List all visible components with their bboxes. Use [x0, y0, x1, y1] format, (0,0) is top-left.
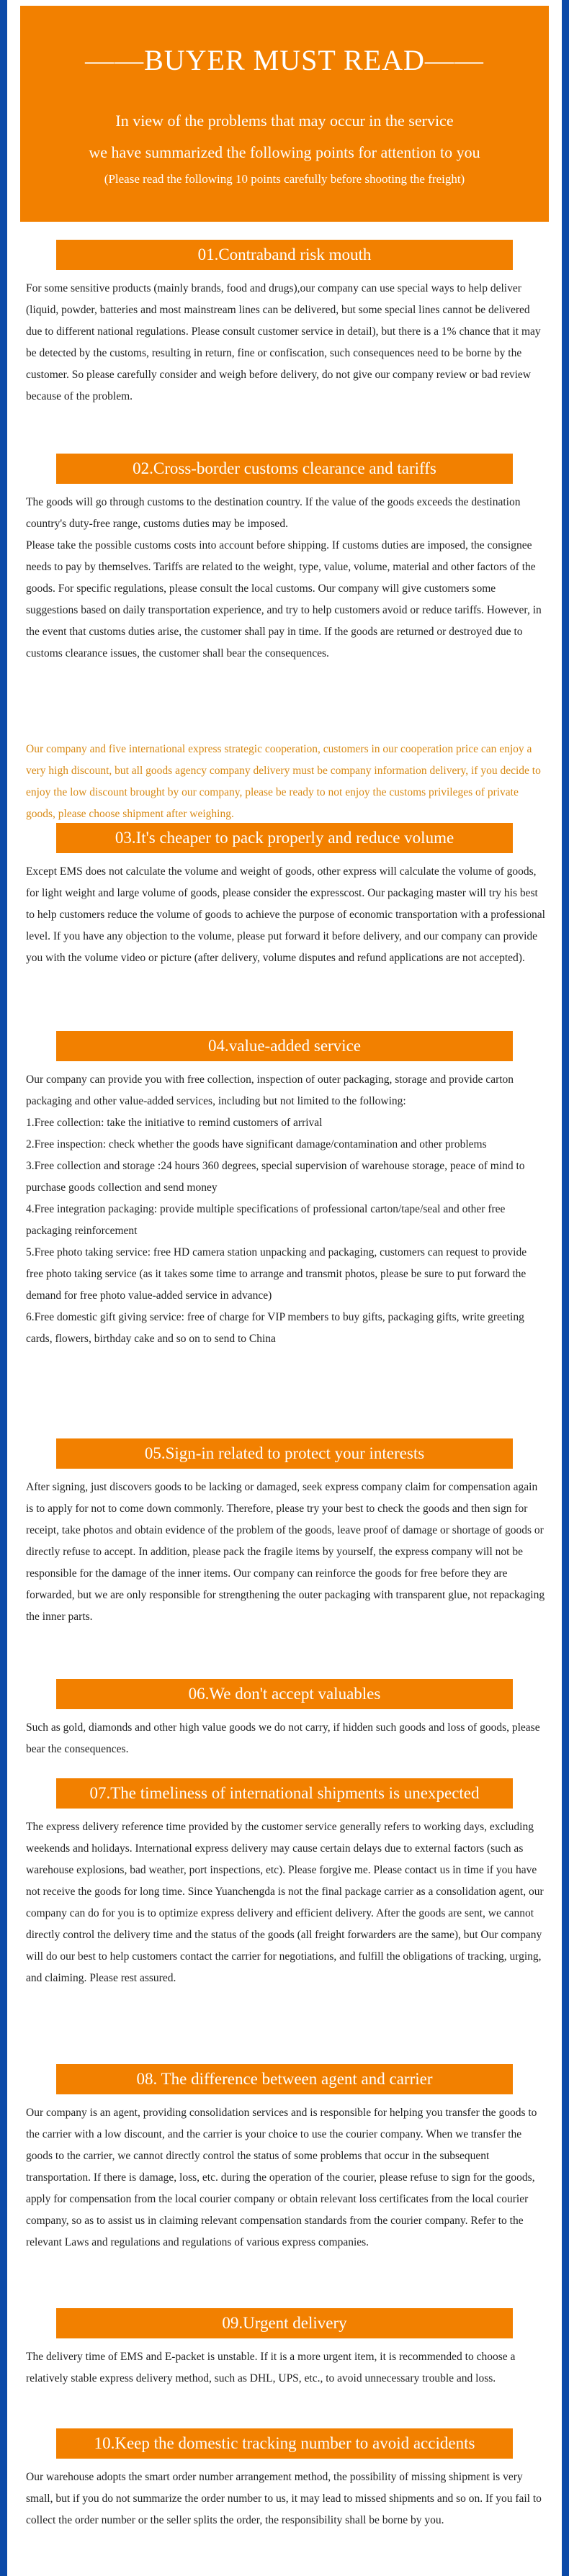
section-heading-timeliness: 07.The timeliness of international shipments is unexpected	[56, 1778, 513, 1809]
buyer-notice-banner	[20, 6, 549, 222]
paragraph: The goods will go through customs to the destination country. If the value of the goods exceeds the destination country's duty-free range, customs duties may be imposed.	[26, 496, 521, 530]
section-heading-packing: 03.It's cheaper to pack properly and reduce volume	[56, 823, 513, 853]
paragraph: Our company can provide you with free collection, inspection of outer packaging, storage and provide carton packaging and other value-added services, including but not limited to the following:	[26, 1073, 514, 1107]
section-heading-urgent-delivery: 09.Urgent delivery	[56, 2308, 513, 2338]
paragraph: Please take the possible customs costs into account before shipping. If customs duties are imposed, the consignee needs to pay by themselves. Tariffs are related to the weight, type, value, volume, material and other factors of the goods. For specific regulations, please consult the local customs. Our company will give customers some suggestions based on daily transportation experience, and try to help customers avoid or reduce tariffs. However, in the event that customs duties arise, the customer shall pay in time. If the goods are returned or destroyed due to customs clearance issues, the customer shall bear the consequences.	[26, 539, 542, 659]
section-body-sign-in	[26, 1477, 546, 1628]
list-item: 2.Free inspection: check whether the goods have significant damage/contamination and other problems	[26, 1138, 487, 1150]
cooperation-discount-notice: Our company and five international express strategic cooperation, customers in our cooperation price can enjoy a very high discount, but all goods agency company delivery must be company information delivery, if you decide to enjoy the low discount brought by our company, please be ready to not enjoy the customs privileges of private goods, please choose shipment after weighing.	[26, 743, 541, 820]
list-item: 1.Free collection: take the initiative to remind customers of arrival	[26, 1117, 323, 1129]
list-item: 3.Free collection and storage :24 hours 360 degrees, special supervision of warehouse storage, peace of mind to purchase goods collection and send money	[26, 1160, 525, 1194]
section-body-contraband	[26, 278, 546, 407]
paragraph: For some sensitive products (mainly brands, food and drugs),our company can use special ways to help deliver (liquid, powder, batteries and most mainstream lines can be delivered, but some special lines cannot be delivered due to different national regulations. Please consult customer service in detail), but there is a 1% chance that it may be detected by the customs, resulting in return, fine or confiscation, such consequences need to be borne by the customer. So please carefully consider and weigh before delivery, do not give our company review or bad review because of the problem.	[26, 282, 541, 402]
section-body-packing	[26, 861, 546, 969]
paragraph: Except EMS does not calculate the volume and weight of goods, other express will calculate the volume of goods, for light weight and large volume of goods, please consider the expresscost. Our packaging master will try his best to help customers reduce the volume of goods to achieve the purpose of economic transportation with a professional level. If you have any objection to the volume, please put forward it before delivery, and our company can provide you with the volume video or picture (after delivery, volume disputes and refund applications are not accepted).	[26, 865, 545, 964]
paragraph: Our company is an agent, providing consolidation services and is responsible for helping you transfer the goods to the carrier with a low discount, and the carrier is your choice to use the courier company. When we transfer the goods to the carrier, we cannot directly control the status of some problems that occur in the subsequent transportation. If there is damage, loss, etc. during the operation of the courier, please refuse to sign for the goods, apply for compensation from the local courier company or obtain relevant loss certificates from the local courier company, so as to assist us in claiming relevant compensation standards from the courier company. Refer to the relevant Laws and regulations and regulations of various express companies.	[26, 2107, 537, 2248]
banner-intro-line-1: In view of the problems that may occur in the service	[115, 112, 454, 130]
paragraph: Such as gold, diamonds and other high value goods we do not carry, if hidden such goods and loss of goods, please bear the consequences.	[26, 1721, 540, 1755]
section-heading-sign-in: 05.Sign-in related to protect your interests	[56, 1438, 513, 1469]
section-body-value-added	[26, 1069, 546, 1350]
list-item: 4.Free integration packaging: provide multiple specifications of professional carton/tape/seal and other free packaging reinforcement	[26, 1203, 506, 1237]
section-body-agent-carrier	[26, 2102, 546, 2253]
section-body-tracking-number	[26, 2467, 546, 2531]
banner-title: ——BUYER MUST READ——	[85, 44, 484, 76]
section-body-customs	[26, 492, 546, 665]
section-heading-customs: 02.Cross-border customs clearance and tariffs	[56, 454, 513, 484]
section-body-valuables	[26, 1717, 546, 1760]
banner-intro-line-2: we have summarized the following points for attention to you	[89, 143, 480, 161]
paragraph: The delivery time of EMS and E-packet is unstable. If it is a more urgent item, it is recommended to choose a relatively stable express delivery method, such as DHL, UPS, etc., to avoid unnecessary trouble and loss.	[26, 2351, 516, 2384]
section-heading-value-added: 04.value-added service	[56, 1031, 513, 1061]
paragraph: The express delivery reference time provided by the customer service generally refers to working days, excluding weekends and holidays. International express delivery may cause certain delays due to external factors (such as warehouse explosions, bad weather, port inspections, etc). Please forgive me. Please contact us in time if you have not receive the goods for long time. Since Yuanchengda is not the final package carrier as a consolidation agent, our company can do for you is to optimize express delivery and efficient delivery. After the goods are sent, we cannot directly control the delivery time and the status of the goods (all freight forwarders are the same), but Our company will do our best to help customers contact the carrier for negotiations, and fulfill the obligations of tracking, urging, and claiming. Please rest assured.	[26, 1821, 544, 1984]
list-item: 6.Free domestic gift giving service: free of charge for VIP members to buy gifts, packaging gifts, write greeting cards, flowers, birthday cake and so on to send to China	[26, 1311, 524, 1345]
section-heading-contraband: 01.Contraband risk mouth	[56, 240, 513, 270]
section-body-urgent-delivery	[26, 2346, 546, 2390]
section-body-timeliness	[26, 1816, 546, 1989]
list-item: 5.Free photo taking service: free HD camera station unpacking and packaging, customers can request to provide free photo taking service (as it takes some time to arrange and transmit photos, please be sure to put forward the demand for free photo value-added service in advance)	[26, 1246, 527, 1302]
section-heading-valuables: 06.We don't accept valuables	[56, 1679, 513, 1709]
section-heading-tracking-number: 10.Keep the domestic tracking number to avoid accidents	[56, 2428, 513, 2459]
paragraph: Our warehouse adopts the smart order number arrangement method, the possibility of missing shipment is very small, but if you do not summarize the order number to us, it may lead to missed shipments and so on. If you fail to collect the order number or the seller splits the order, the responsibility shall be borne by you.	[26, 2471, 542, 2526]
banner-intro-note: (Please read the following 10 points carefully before shooting the freight)	[104, 172, 465, 186]
paragraph: After signing, just discovers goods to be lacking or damaged, seek express company claim for compensation again is to apply for not to come down commonly. Therefore, please try your best to check the goods and then sign for receipt, take photos and obtain evidence of the problem of the goods, leave proof of damage or shortage of goods or directly refuse to accept. In addition, please pack the fragile items by yourself, the express company will not be responsible for the damage of the inner items. Our company can reinforce the goods for free before they are forwarded, but we are only responsible for strengthening the outer packaging with transparent glue, not repackaging the inner parts.	[26, 1481, 545, 1623]
section-heading-agent-carrier: 08. The difference between agent and carrier	[56, 2064, 513, 2094]
